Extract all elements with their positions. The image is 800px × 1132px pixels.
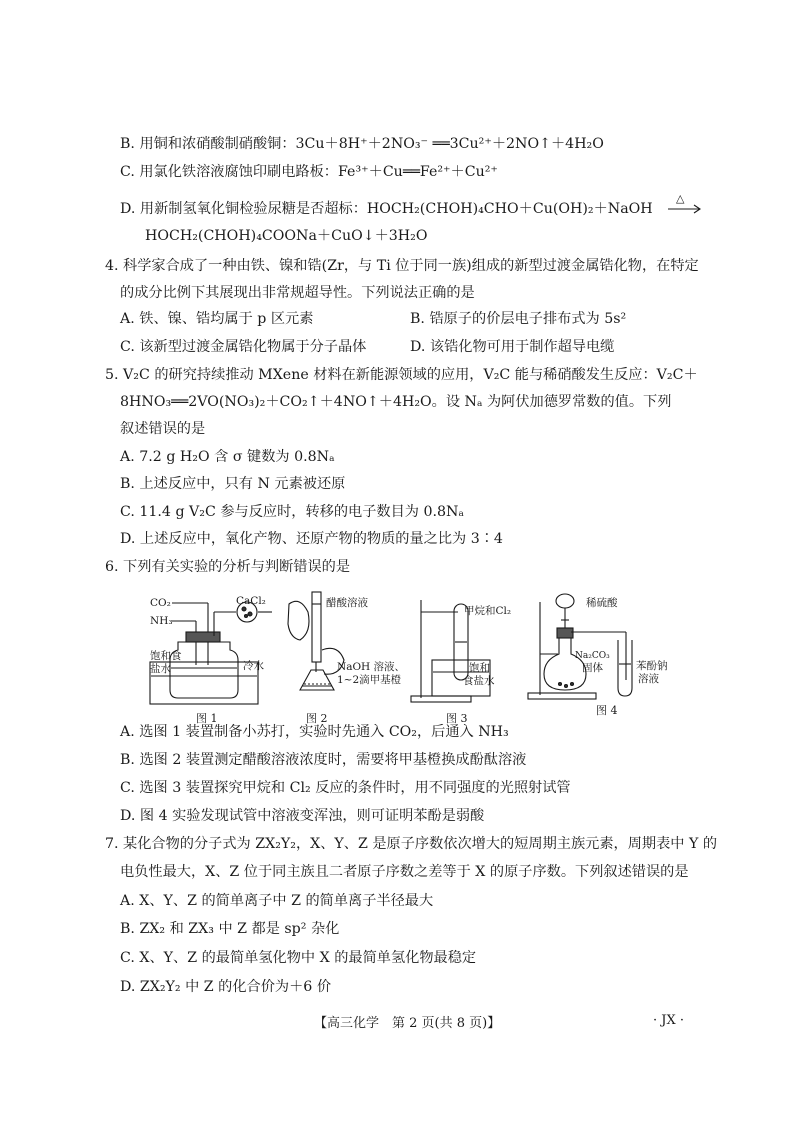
q4-stem-line1: 4. 科学家合成了一种由铁、镍和锆(Zr，与 Ti 位于同一族)组成的新型过渡金属锆化物，在特定 (105, 258, 699, 274)
fig1-label-nh3: NH₃ (150, 615, 173, 627)
q3-option-d-line1: D. 用新制氢氧化铜检验尿糖是否超标：HOCH₂(CHOH)₄CHO＋Cu(OH)₂＋NaOH (120, 201, 653, 217)
fig1-label-brine-2: 盐水 (150, 663, 171, 675)
fig4-label-phenoxide-1: 苯酚钠 (636, 660, 668, 672)
q4-option-a: A. 铁、镍、锆均属于 p 区元素 (120, 311, 314, 327)
q7-stem-line1: 7. 某化合物的分子式为 ZX₂Y₂，X、Y、Z 是原子序数依次增大的短周期主族元素，周期表中 Y 的 (105, 836, 718, 852)
q5-option-c: C. 11.4 g V₂C 参与反应时，转移的电子数目为 0.8Nₐ (120, 504, 464, 520)
q6-option-d: D. 图 4 实验发现试管中溶液变浑浊，则可证明苯酚是弱酸 (120, 808, 485, 824)
fig1-label-cacl2: CaCl₂ (236, 595, 266, 607)
q7-option-c: C. X、Y、Z 的最简单氢化物中 X 的最简单氢化物最稳定 (120, 950, 477, 966)
q5-option-b: B. 上述反应中，只有 N 元素被还原 (120, 476, 346, 492)
q6-option-c: C. 选图 3 装置探究甲烷和 Cl₂ 反应的条件时，用不同强度的光照射试管 (120, 780, 571, 796)
fig4-label-phenoxide-2: 溶液 (638, 673, 659, 685)
fig1-label-cold-water: 冷水 (243, 660, 264, 672)
page-footer: 【高三化学 第 2 页(共 8 页)】 (314, 1016, 501, 1031)
figure4-caption: 图 4 (596, 704, 618, 717)
fig1-label-co2: CO₂ (150, 597, 171, 609)
q4-stem-line2: 的成分比例下其展现出非常规超导性。下列说法正确的是 (120, 285, 475, 301)
heat-symbol: △ (676, 192, 685, 205)
q6-option-a: A. 选图 1 装置制备小苏打，实验时先通入 CO₂，后通入 NH₃ (120, 724, 509, 740)
fig1-label-brine-1: 饱和食 (150, 650, 182, 662)
figure1-caption: 图 1 (196, 712, 218, 725)
fig2-label-acetic-acid: 醋酸溶液 (326, 597, 368, 609)
q3-option-c: C. 用氯化铁溶液腐蚀印刷电路板：Fe³⁺＋Cu══Fe²⁺＋Cu²⁺ (120, 164, 498, 180)
figure2-caption: 图 2 (306, 712, 328, 725)
q5-stem-line3: 叙述错误的是 (120, 421, 206, 437)
q4-option-d: D. 该锆化物可用于制作超导电缆 (410, 339, 615, 355)
q7-option-b: B. ZX₂ 和 ZX₃ 中 Z 都是 sp² 杂化 (120, 921, 340, 937)
figure3-caption: 图 3 (446, 712, 468, 725)
q5-option-a: A. 7.2 g H₂O 含 σ 键数为 0.8Nₐ (120, 449, 335, 465)
q5-option-d: D. 上述反应中，氧化产物、还原产物的物质的量之比为 3∶4 (120, 531, 503, 547)
q6-option-b: B. 选图 2 装置测定醋酸溶液浓度时，需要将甲基橙换成酚酞溶液 (120, 752, 527, 768)
q5-stem-line2: 8HNO₃══2VO(NO₃)₂＋CO₂↑＋4NO↑＋4H₂O。设 Nₐ 为阿伏加德罗常数的值。下列 (120, 394, 672, 410)
figure4-drawing (528, 594, 632, 699)
fig2-label-indicator: 1~2滴甲基橙 (337, 674, 402, 686)
q7-option-a: A. X、Y、Z 的简单离子中 Z 的简单离子半径最大 (120, 893, 434, 909)
q7-stem-line2: 电负性最大，X、Z 位于同主族且二者原子序数之差等于 X 的原子序数。下列叙述错误的是 (120, 864, 689, 880)
q6-stem: 6. 下列有关实验的分析与判断错误的是 (105, 559, 351, 575)
footer-code: · JX · (653, 1013, 684, 1028)
q3-option-b: B. 用铜和浓硝酸制硝酸铜：3Cu＋8H⁺＋2NO₃⁻ ══3Cu²⁺＋2NO↑＋4H₂O (120, 136, 604, 152)
fig3-label-gas: 甲烷和Cl₂ (464, 605, 512, 617)
fig4-label-solid-2: 固体 (582, 662, 603, 674)
q4-option-b: B. 锆原子的价层电子排布式为 5s² (410, 311, 627, 327)
fig2-label-naoh: NaOH 溶液、 (337, 661, 406, 673)
q3-option-d-line2: HOCH₂(CHOH)₄COONa＋CuO↓＋3H₂O (145, 228, 428, 244)
fig3-label-brine-1: 饱和 (469, 662, 490, 674)
q4-option-c: C. 该新型过渡金属锆化物属于分子晶体 (120, 339, 367, 355)
fig4-label-solid-1: Na₂CO₃ (575, 651, 610, 661)
q7-option-d: D. ZX₂Y₂ 中 Z 的化合价为＋6 价 (120, 979, 332, 995)
q5-stem-line1: 5. V₂C 的研究持续推动 MXene 材料在新能源领域的应用，V₂C 能与稀硝酸发生反应：V₂C＋ (105, 367, 698, 383)
fig4-label-acid: 稀硫酸 (586, 597, 618, 609)
fig3-label-brine-2: 食盐水 (463, 675, 495, 687)
